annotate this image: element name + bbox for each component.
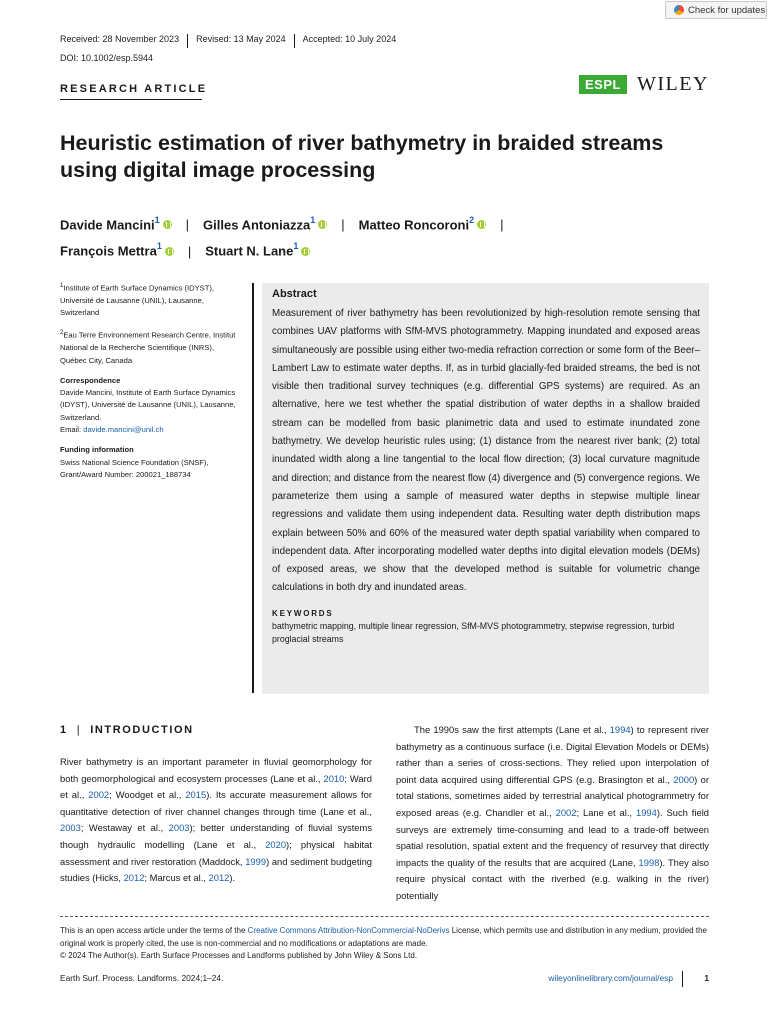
author[interactable] [203,210,327,236]
abstract-heading: Abstract [272,288,317,300]
body-right-column [396,722,709,905]
citation-link[interactable]: 2012 [123,872,145,884]
citation-link[interactable]: 2003 [168,822,190,834]
email-label: Email: [60,425,82,435]
section-separator: | [76,724,82,736]
author-separator: | [185,217,190,233]
citation-link[interactable]: 2002 [88,789,110,801]
espl-logo: ESPL [579,75,627,94]
license-note: This is an open access article under the terms of the Creative Commons Attribution-NonCommercial-NoDerivs License, which permits use and distribution in any medium, provided the original work is properly cited, the use is non-commercial and no modifications or adaptations are made. © 2024 The Author(s). Earth Surface Processes and Landforms published by John Wiley & Sons Ltd. [60,926,707,961]
abstract-text: Measurement of river bathymetry has been revolutionized by high-resolution remote sensing that combines UAV platforms with SfM-MVS photogrammetry. Mapping inundated and exposed areas simultaneously are possible using either two-media refraction correction or some form of the Beer–Lambert Law to estimate water depths. If, as in turbid glacially-fed braided streams, the bed is not visible then traditional survey techniques (e.g. differential GPS systems) are required. As an alternative, here we test whether the spatial distribution of water depths in a shallow braided stream can be modelled from basic planimetric data and used to estimate inundated zone bathymetry. We develop heuristic rules using; (1) distance from the nearest river bank; (2) total inundated width along a line tangential to the local flow direction; (3) local curvature magnitude and direction; and distance from the nearest flow (4) divergence and (5) convergence regions. We parameterize them using a sample of measured water depths in stepwise multiple linear regressions and validate them using independent data. Resulting water depth distribution maps explain between 50% and 60% of the measured water depth spatial variability when compared to independent data. After incorporating modelled water depths into digital elevation models (DEMs) of exposed areas, we show that the developed method is suitable for volumetric change calculations in both dry and inundated areas. [272,308,700,594]
citation-link[interactable]: 2012 [208,872,230,884]
check-updates-icon [674,5,684,15]
section-title: INTRODUCTION [90,724,194,736]
author[interactable] [60,210,172,236]
article-type: RESEARCH ARTICLE [60,83,208,95]
orcid-icon[interactable] [165,247,174,256]
body-left-column [60,754,372,887]
email-link[interactable]: davide.mancini@unil.ch [83,425,164,435]
author-affiliation-number: 1 [156,241,162,252]
citation-link[interactable]: 2003 [60,822,81,834]
paragraph: River bathymetry is an important parameter in fluvial geomorphology for both geomorphological and ecosystem processes (Lane et al., 2010; Ward et al., 2002; Woodget et al., 2015). Its accurate measurement allows for quantitative detection of river channel changes through time (Lane et al., 2003; Westaway et al., 2003); better understanding of fluvial systems though hydraulic modelling (Lane et al., 2020); physical habitat assessment and river restoration (Maddock, 1999) and sediment budgeting studies (Hicks, 2012; Marcus et al., 2012). [60,756,373,884]
section-number: 1 [60,724,68,736]
check-updates-label: Check for updates [688,4,766,16]
received-date: Received: 28 November 2023 [60,34,180,44]
page-number: 1 [704,973,709,983]
affiliation-1: $^1$Institute of Earth Surface Dynamics (IDYST), Université de Lausanne (UNIL), Lausanne, Switzerland [60,283,215,318]
journal-url-link[interactable]: wileyonlinelibrary.com/journal/esp [548,973,673,983]
author[interactable] [359,210,487,236]
author[interactable] [60,236,174,262]
copyright-line: © 2024 The Author(s). Earth Surface Processes and Landforms published by John Wiley & Sons Ltd. [60,951,418,961]
funding-heading: Funding information [60,445,134,455]
article-title: Heuristic estimation of river bathymetry in braided streams using digital image processing [60,131,664,182]
author-separator: | [187,243,192,259]
orcid-icon[interactable] [163,220,172,229]
footer-separator [682,971,683,987]
author-list [60,210,720,263]
article-dates [60,34,404,48]
author-separator: | [341,217,345,233]
journal-citation: Earth Surf. Process. Landforms. 2024;1–24. [60,973,224,983]
footnote-divider [60,916,709,917]
doi: DOI: 10.1002/esp.5944 [60,53,154,63]
check-for-updates-button[interactable] [665,1,767,19]
article-type-underline [60,99,202,100]
sidebar-divider [252,283,254,693]
citation-link[interactable]: 2000 [673,773,695,785]
author-separator: | [500,217,504,233]
author[interactable] [205,236,310,262]
author-affiliation-number: 1 [154,215,160,225]
funding [60,444,242,481]
funding-text: Swiss National Science Foundation (SNSF), Grant/Award Number: 200021_188734 [60,457,209,479]
affiliation-2: $^2$Eau Terre Environnement Research Centre, Institut National de la Recherche Scientifique (INRS), Québec City, Canada [60,330,236,365]
abstract-box [262,283,709,694]
page-footer [60,973,709,987]
orcid-icon[interactable] [318,220,327,229]
citation-link[interactable]: 2010 [323,772,345,784]
accepted-date: Accepted: 10 July 2024 [294,34,405,48]
keywords-text: bathymetric mapping, multiple linear regression, SfM-MVS photogrammetry, stepwise regression, turbid proglacial streams [272,620,675,644]
author-name: Stuart N. Lane [205,243,294,259]
keywords-heading: KEYWORDS [272,608,334,618]
citation-link[interactable]: 2020 [265,838,287,850]
author-name: Matteo Roncoroni [358,217,470,233]
citation-link[interactable]: 2015 [185,789,207,801]
author-name: François Mettra [60,243,157,259]
author-name: Gilles Antoniazza [203,217,311,233]
citation-link[interactable]: 1994 [635,806,657,818]
revised-date: Revised: 13 May 2024 [187,34,294,48]
citation-link[interactable]: 1999 [245,855,267,867]
orcid-icon[interactable] [477,220,486,229]
author-affiliation-number: 1 [310,215,316,225]
section-heading [60,724,194,736]
correspondence-text: Davide Mancini, Institute of Earth Surface Dynamics (IDYST), Université de Lausanne (UNIL), Lausanne, Switzerland. [60,388,236,422]
author-affiliation-number: 1 [293,241,299,252]
paragraph: The 1990s saw the first attempts (Lane et al., 1994) to represent river bathymetry as a continuous surface (i.e. Digital Elevation Models or DEMs) rather than a series of cross-sections. They relied upon interpolation of point data acquired using differential GPS (e.g. Brasington et al., 2000) or total stations, sometimes aided by terrestrial analytical photogrammetry for exposed areas (e.g. Chandler et al., 2002; Lane et al., 1994). Such field surveys are extremely time-consuming and lead to a trade-off between spatial resolution, spatial extent and the frequency of resurvey that directly impacts the quality of the results that are acquired (Lane, 1998). They also require physical contact with the riverbed (e.g. walking in the river) potentially [396,724,710,901]
author-affiliation-number: 2 [469,215,475,225]
wiley-logo: WILEY [637,73,709,95]
correspondence-heading: Correspondence [60,375,121,385]
license-link[interactable]: Creative Commons Attribution-NonCommercial-NoDerivs [247,926,450,935]
article-sidebar [60,280,242,489]
author-name: Davide Mancini [60,217,155,233]
correspondence [60,375,242,436]
citation-link[interactable]: 1998 [638,856,660,868]
citation-link[interactable]: 1994 [609,724,631,735]
orcid-icon[interactable] [301,247,310,256]
citation-link[interactable]: 2002 [555,806,577,818]
